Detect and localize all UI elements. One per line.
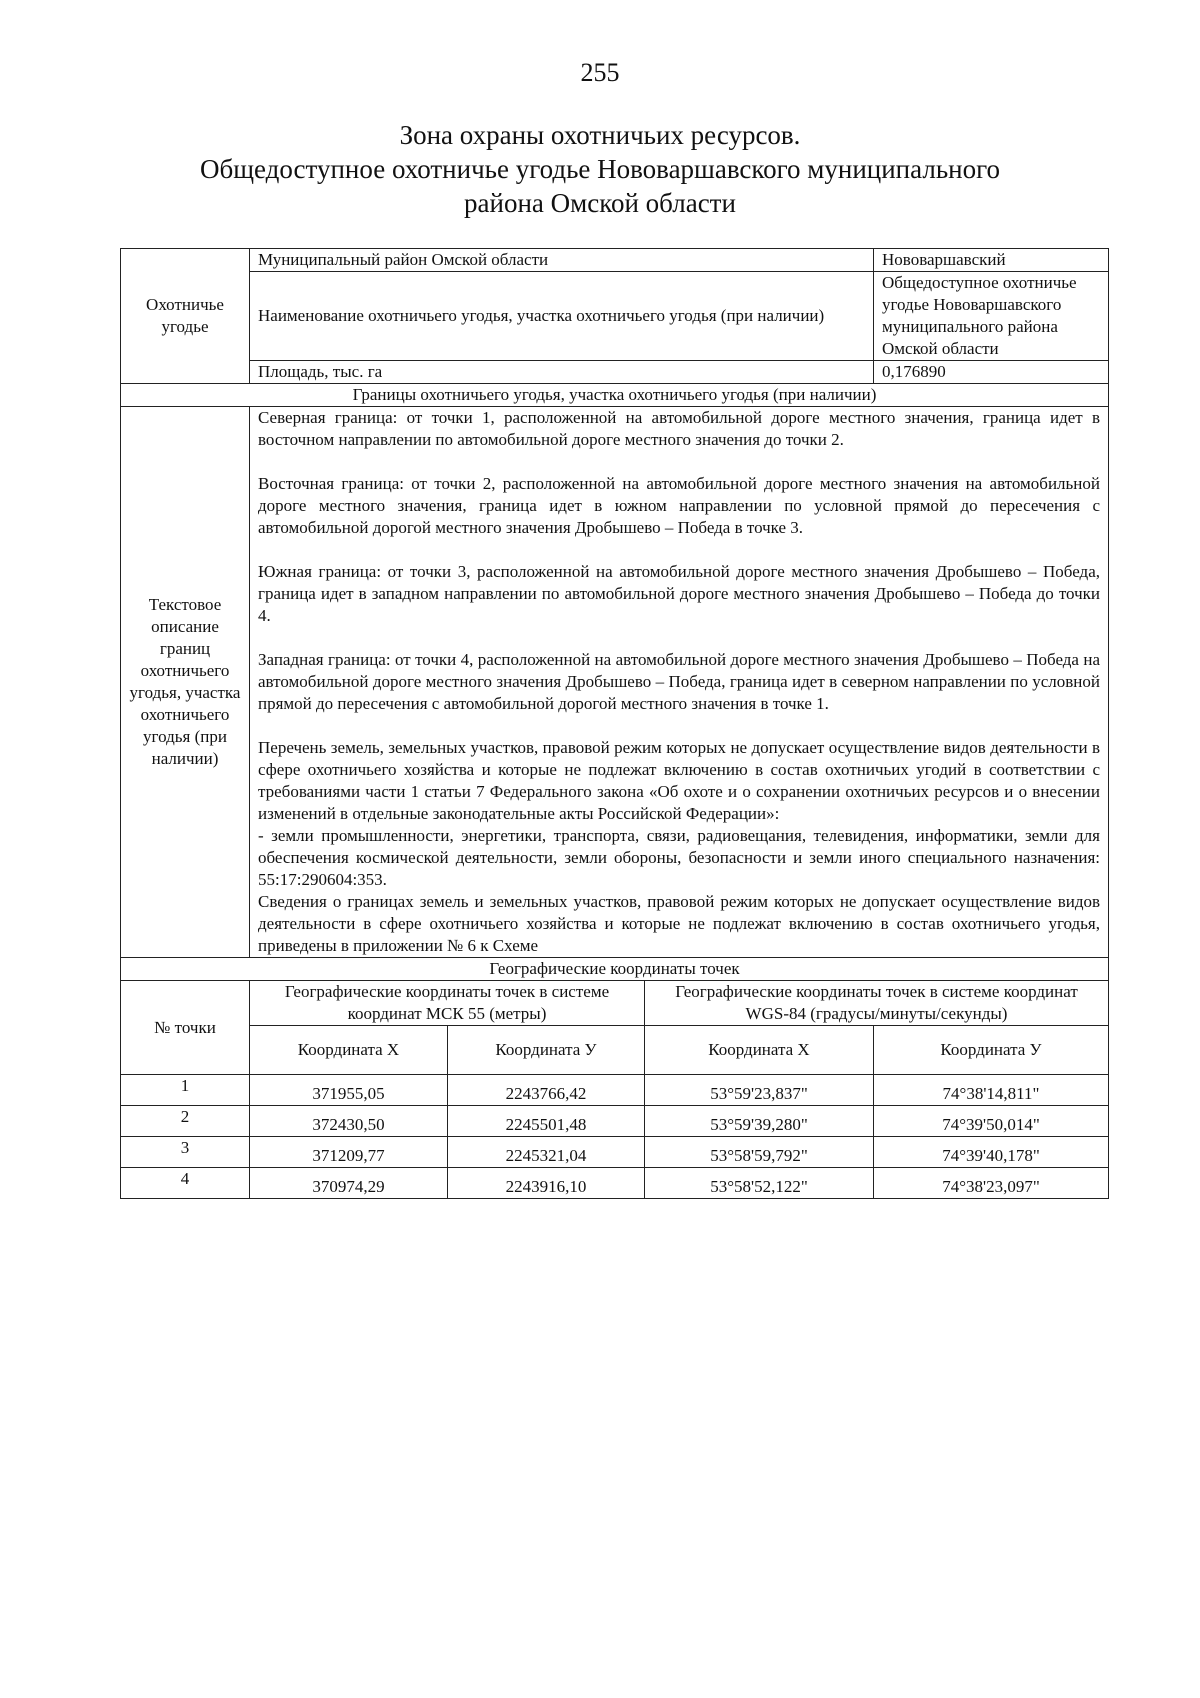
wgs-x-value: 53°58'59,792"	[645, 1137, 874, 1168]
wgs-header: Географические координаты точек в системе координат WGS-84 (градусы/минуты/секунды)	[645, 981, 1109, 1026]
point-number-header: № точки	[121, 981, 250, 1075]
district-label: Муниципальный район Омской области	[250, 249, 874, 272]
area-value: 0,176890	[874, 361, 1109, 384]
hunting-ground-table	[120, 248, 1109, 1199]
coordinates-header: Географические координаты точек	[121, 958, 1109, 981]
document-title	[150, 118, 1050, 220]
boundaries-row	[121, 407, 1109, 958]
coordinates-header-row	[121, 958, 1109, 981]
district-value: Нововаршавский	[874, 249, 1109, 272]
name-label: Наименование охотничьего угодья, участка охотничьего угодья (при наличии)	[250, 272, 874, 361]
north-boundary: Северная граница: от точки 1, расположенной на автомобильной дороге местного значения, граница идет в восточном направлении по автомобильной дороге местного значения до точки 2.	[258, 408, 1100, 449]
wgs-x-header: Координата Х	[645, 1026, 874, 1075]
msk-x-value: 372430,50	[250, 1106, 448, 1137]
wgs-y-value: 74°39'40,178"	[874, 1137, 1109, 1168]
wgs-y-value: 74°38'14,811"	[874, 1075, 1109, 1106]
boundaries-description	[250, 407, 1109, 958]
name-row	[121, 272, 1109, 361]
point-number: 3	[121, 1137, 250, 1168]
table-row	[121, 1137, 1109, 1168]
coordinates-system-row	[121, 981, 1109, 1026]
exclusions-item: - земли промышленности, энергетики, транспорта, связи, радиовещания, телевидения, информатики, земли для обеспечения космической деятельности, земли обороны, безопасности и земли иного специального назначения: 55:17:290604:353.	[258, 826, 1100, 889]
wgs-y-value: 74°38'23,097"	[874, 1168, 1109, 1199]
table-row	[121, 1075, 1109, 1106]
boundaries-label: Текстовое описание границ охотничьего угодья, участка охотничьего угодья (при наличии)	[121, 407, 250, 958]
msk-x-value: 370974,29	[250, 1168, 448, 1199]
west-boundary: Западная граница: от точки 4, расположенной на автомобильной дороге местного значения Дробышево – Победа на автомобильной дороге местного значения Дробышево – Победа, граница идет в северном направлении по условной прямой до пересечения с автомобильной дорогой местного значения в точке 1.	[258, 650, 1100, 713]
boundaries-header-row	[121, 384, 1109, 407]
msk-x-value: 371955,05	[250, 1075, 448, 1106]
boundaries-header: Границы охотничьего угодья, участка охотничьего угодья (при наличии)	[121, 384, 1109, 407]
point-number: 1	[121, 1075, 250, 1106]
msk-y-value: 2245501,48	[448, 1106, 645, 1137]
exclusions-intro: Перечень земель, земельных участков, правовой режим которых не допускает осуществление видов деятельности в сфере охотничьего хозяйства и которые не подлежат включению в состав охотничьих угодий в соответствии с требованиями части 1 статьи 7 Федерального закона «Об охоте и о сохранении охотничьих ресурсов и о внесении изменений в отдельные законодательные акты Российской Федерации»:	[258, 738, 1100, 823]
east-boundary: Восточная граница: от точки 2, расположенной на автомобильной дороге местного значения на автомобильной дороге местного значения, граница идет в южном направлении по условной прямой до пересечения с автомобильной дорогой местного значения Дробышево – Победа в точке 3.	[258, 474, 1100, 537]
area-label: Площадь, тыс. га	[250, 361, 874, 384]
msk-y-header: Координата У	[448, 1026, 645, 1075]
south-boundary: Южная граница: от точки 3, расположенной на автомобильной дороге местного значения Дробышево – Победа, граница идет в западном направлении по автомобильной дороге местного значения Дробышево – Победа до точки 4.	[258, 562, 1100, 625]
wgs-y-value: 74°39'50,014"	[874, 1106, 1109, 1137]
wgs-x-value: 53°58'52,122"	[645, 1168, 874, 1199]
coordinates-axis-row	[121, 1026, 1109, 1075]
title-line-1: Зона охраны охотничьих ресурсов.	[399, 120, 801, 150]
msk-y-value: 2245321,04	[448, 1137, 645, 1168]
msk-y-value: 2243916,10	[448, 1168, 645, 1199]
msk-header: Географические координаты точек в системе координат МСК 55 (метры)	[250, 981, 645, 1026]
wgs-y-header: Координата У	[874, 1026, 1109, 1075]
point-number: 2	[121, 1106, 250, 1137]
msk-x-header: Координата Х	[250, 1026, 448, 1075]
wgs-x-value: 53°59'39,280"	[645, 1106, 874, 1137]
hunting-ground-label: Охотничье угодье	[121, 249, 250, 384]
msk-x-value: 371209,77	[250, 1137, 448, 1168]
wgs-x-value: 53°59'23,837"	[645, 1075, 874, 1106]
title-line-3: района Омской области	[464, 188, 736, 218]
exclusions-note: Сведения о границах земель и земельных участков, правовой режим которых не допускает осуществление видов деятельности в сфере охотничьего хозяйства и которые не подлежат включению в состав охотничьего угодья, приведены в приложении № 6 к Схеме	[258, 892, 1100, 955]
name-value: Общедоступное охотничье угодье Нововаршавского муниципального района Омской области	[874, 272, 1109, 361]
table-row	[121, 1106, 1109, 1137]
point-number: 4	[121, 1168, 250, 1199]
title-line-2: Общедоступное охотничье угодье Нововаршавского муниципального	[199, 154, 1000, 184]
district-row	[121, 249, 1109, 272]
msk-y-value: 2243766,42	[448, 1075, 645, 1106]
table-row	[121, 1168, 1109, 1199]
area-row	[121, 361, 1109, 384]
page-number: 255	[580, 58, 620, 87]
